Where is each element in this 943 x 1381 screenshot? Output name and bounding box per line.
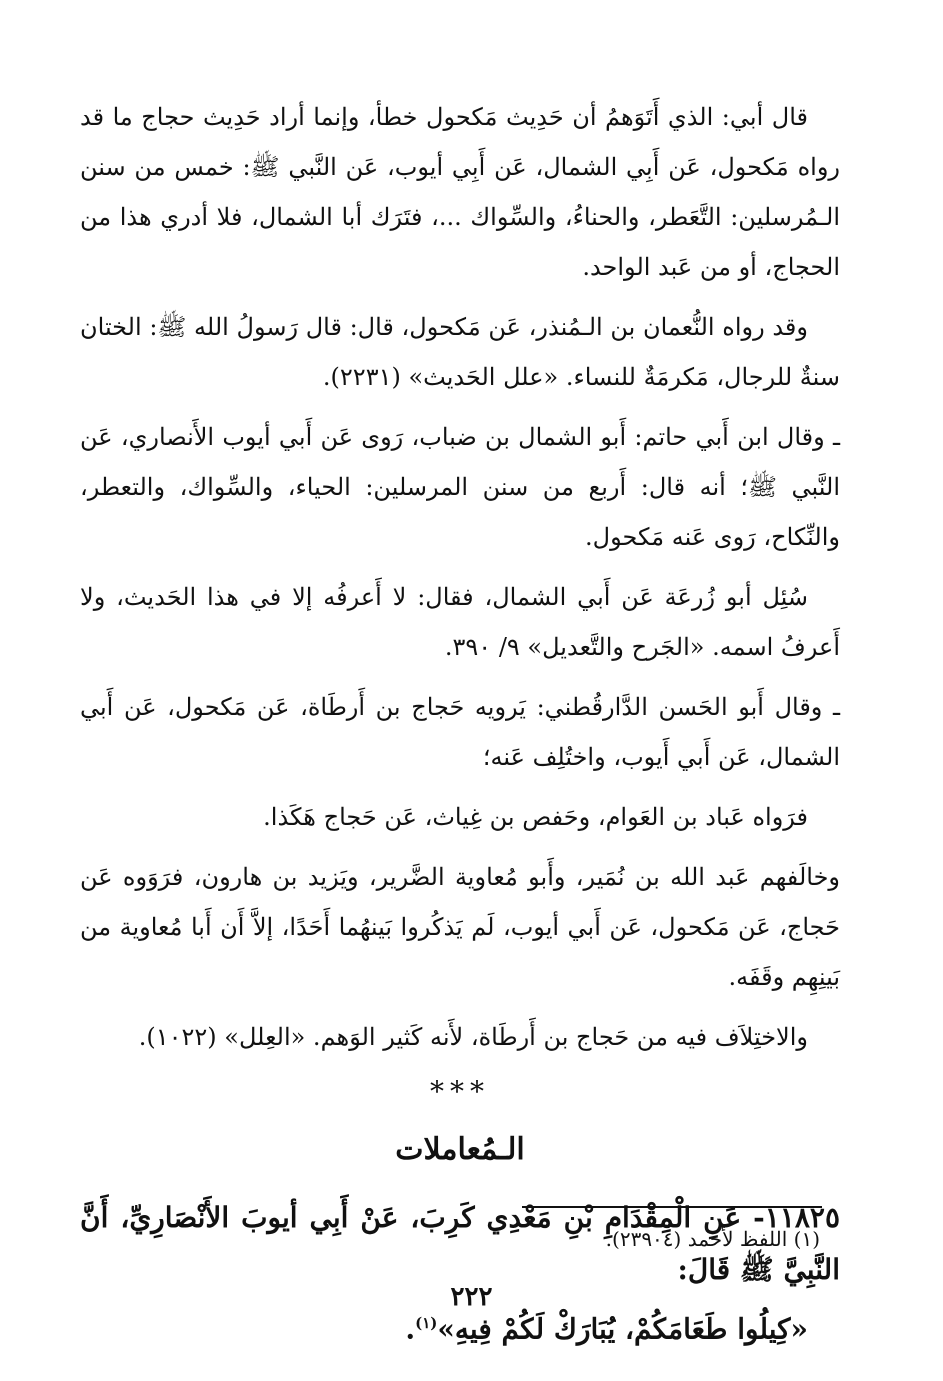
footnote-divider <box>522 1206 822 1208</box>
footnote: (١) اللفظ لأحمد (٢٣٩٠٤). <box>605 1227 820 1251</box>
paragraph-7: وخالَفهم عَبد الله بن نُمَير، وأَبو مُعاوية الضَّرير، ويَزيد بن هارون، فرَوَوه عَن حَجاج، عَن مَكحول، عَن أَبي أيوب، لَم يَذكُروا بَينهُما أَحَدًا، إلاَّ أَن أَبا مُعاوية من بَينِهِم وقَفَه. <box>80 863 840 991</box>
hadith-text: «كِيلُوا طَعَامَكُمْ، يُبَارَكْ لَكُمْ فِيهِ» <box>437 1312 808 1346</box>
paragraph-1: قال أبي: الذي أَتَوَهمُ أن حَدِيث مَكحول خطأ، وإنما أراد حَدِيث حجاج ما قد رواه مَكحول، عَن أَبِي الشمال، عَن أَبِي أيوب، عَن النَّبي ﷺ: خمس من سنن الـمُرسلين: التَّعَطر، والحناءُ، والسِّواك ...، فتَرَك أبا الشمال، فلا أدري هذا من الحجاج، أو من عَبد الواحد. <box>80 103 841 281</box>
section-separator: *** <box>430 1075 490 1108</box>
section-title: الـمُعاملات <box>395 1132 525 1167</box>
page-number: ٢٢٢ <box>450 1282 493 1312</box>
paragraph-3: ـ وقال ابن أَبي حاتم: أَبو الشمال بن ضباب، رَوى عَن أَبي أيوب الأَنصاري، عَن النَّبي ﷺ؛ أنه قال: أَربع من سنن المرسلين: الحياء، والسِّواك، والتعطر، والنِّكاح، رَوى عَنه مَكحول. <box>80 423 840 551</box>
paragraph-6: فرَواه عَباد بن العَوام، وحَفص بن غِياث، عَن حَجاج هَكَذا. <box>263 803 808 831</box>
paragraph-4: سُئِل أبو زُرعَة عَن أَبي الشمال، فقال: لا أَعرفُه إلا في هذا الحَديث، ولا أَعرفُ اسمه. «الجَرح والتَّعديل» ٩/ ٣٩٠. <box>80 583 840 661</box>
hadith-intro: ١١٨٢٥- عَنِ الْمِقْدَامِ بْنِ مَعْدِي كَرِبَ، عَنْ أَبِي أيوبَ الأَنْصَارِيِّ، أَنَّ النَّبِيَّ ﷺ قَالَ: <box>80 1201 840 1286</box>
paragraph-8: والاختِلاَف فيه من حَجاج بن أَرطَاة، لأَنه كَثير الوَهم. «العِلل» (١٠٢٢). <box>138 1023 808 1051</box>
hadith-end: . <box>405 1312 416 1346</box>
page-body <box>80 92 840 1356</box>
footnote-marker: (١) <box>415 1314 438 1332</box>
paragraph-5: ـ وقال أَبو الحَسن الدَّارقُطني: يَرويه حَجاج بن أَرطَاة، عَن مَكحول، عَن أَبي الشمال، عَن أَبي أَيوب، واختُلِف عَنه؛ <box>80 693 840 771</box>
paragraph-2: وقد رواه النُّعمان بن الـمُنذر، عَن مَكحول، قال: قال رَسولُ الله ﷺ: الختان سنةٌ للرجال، مَكرمَةٌ للنساء. «علل الحَديث» (٢٢٣١). <box>80 313 840 391</box>
